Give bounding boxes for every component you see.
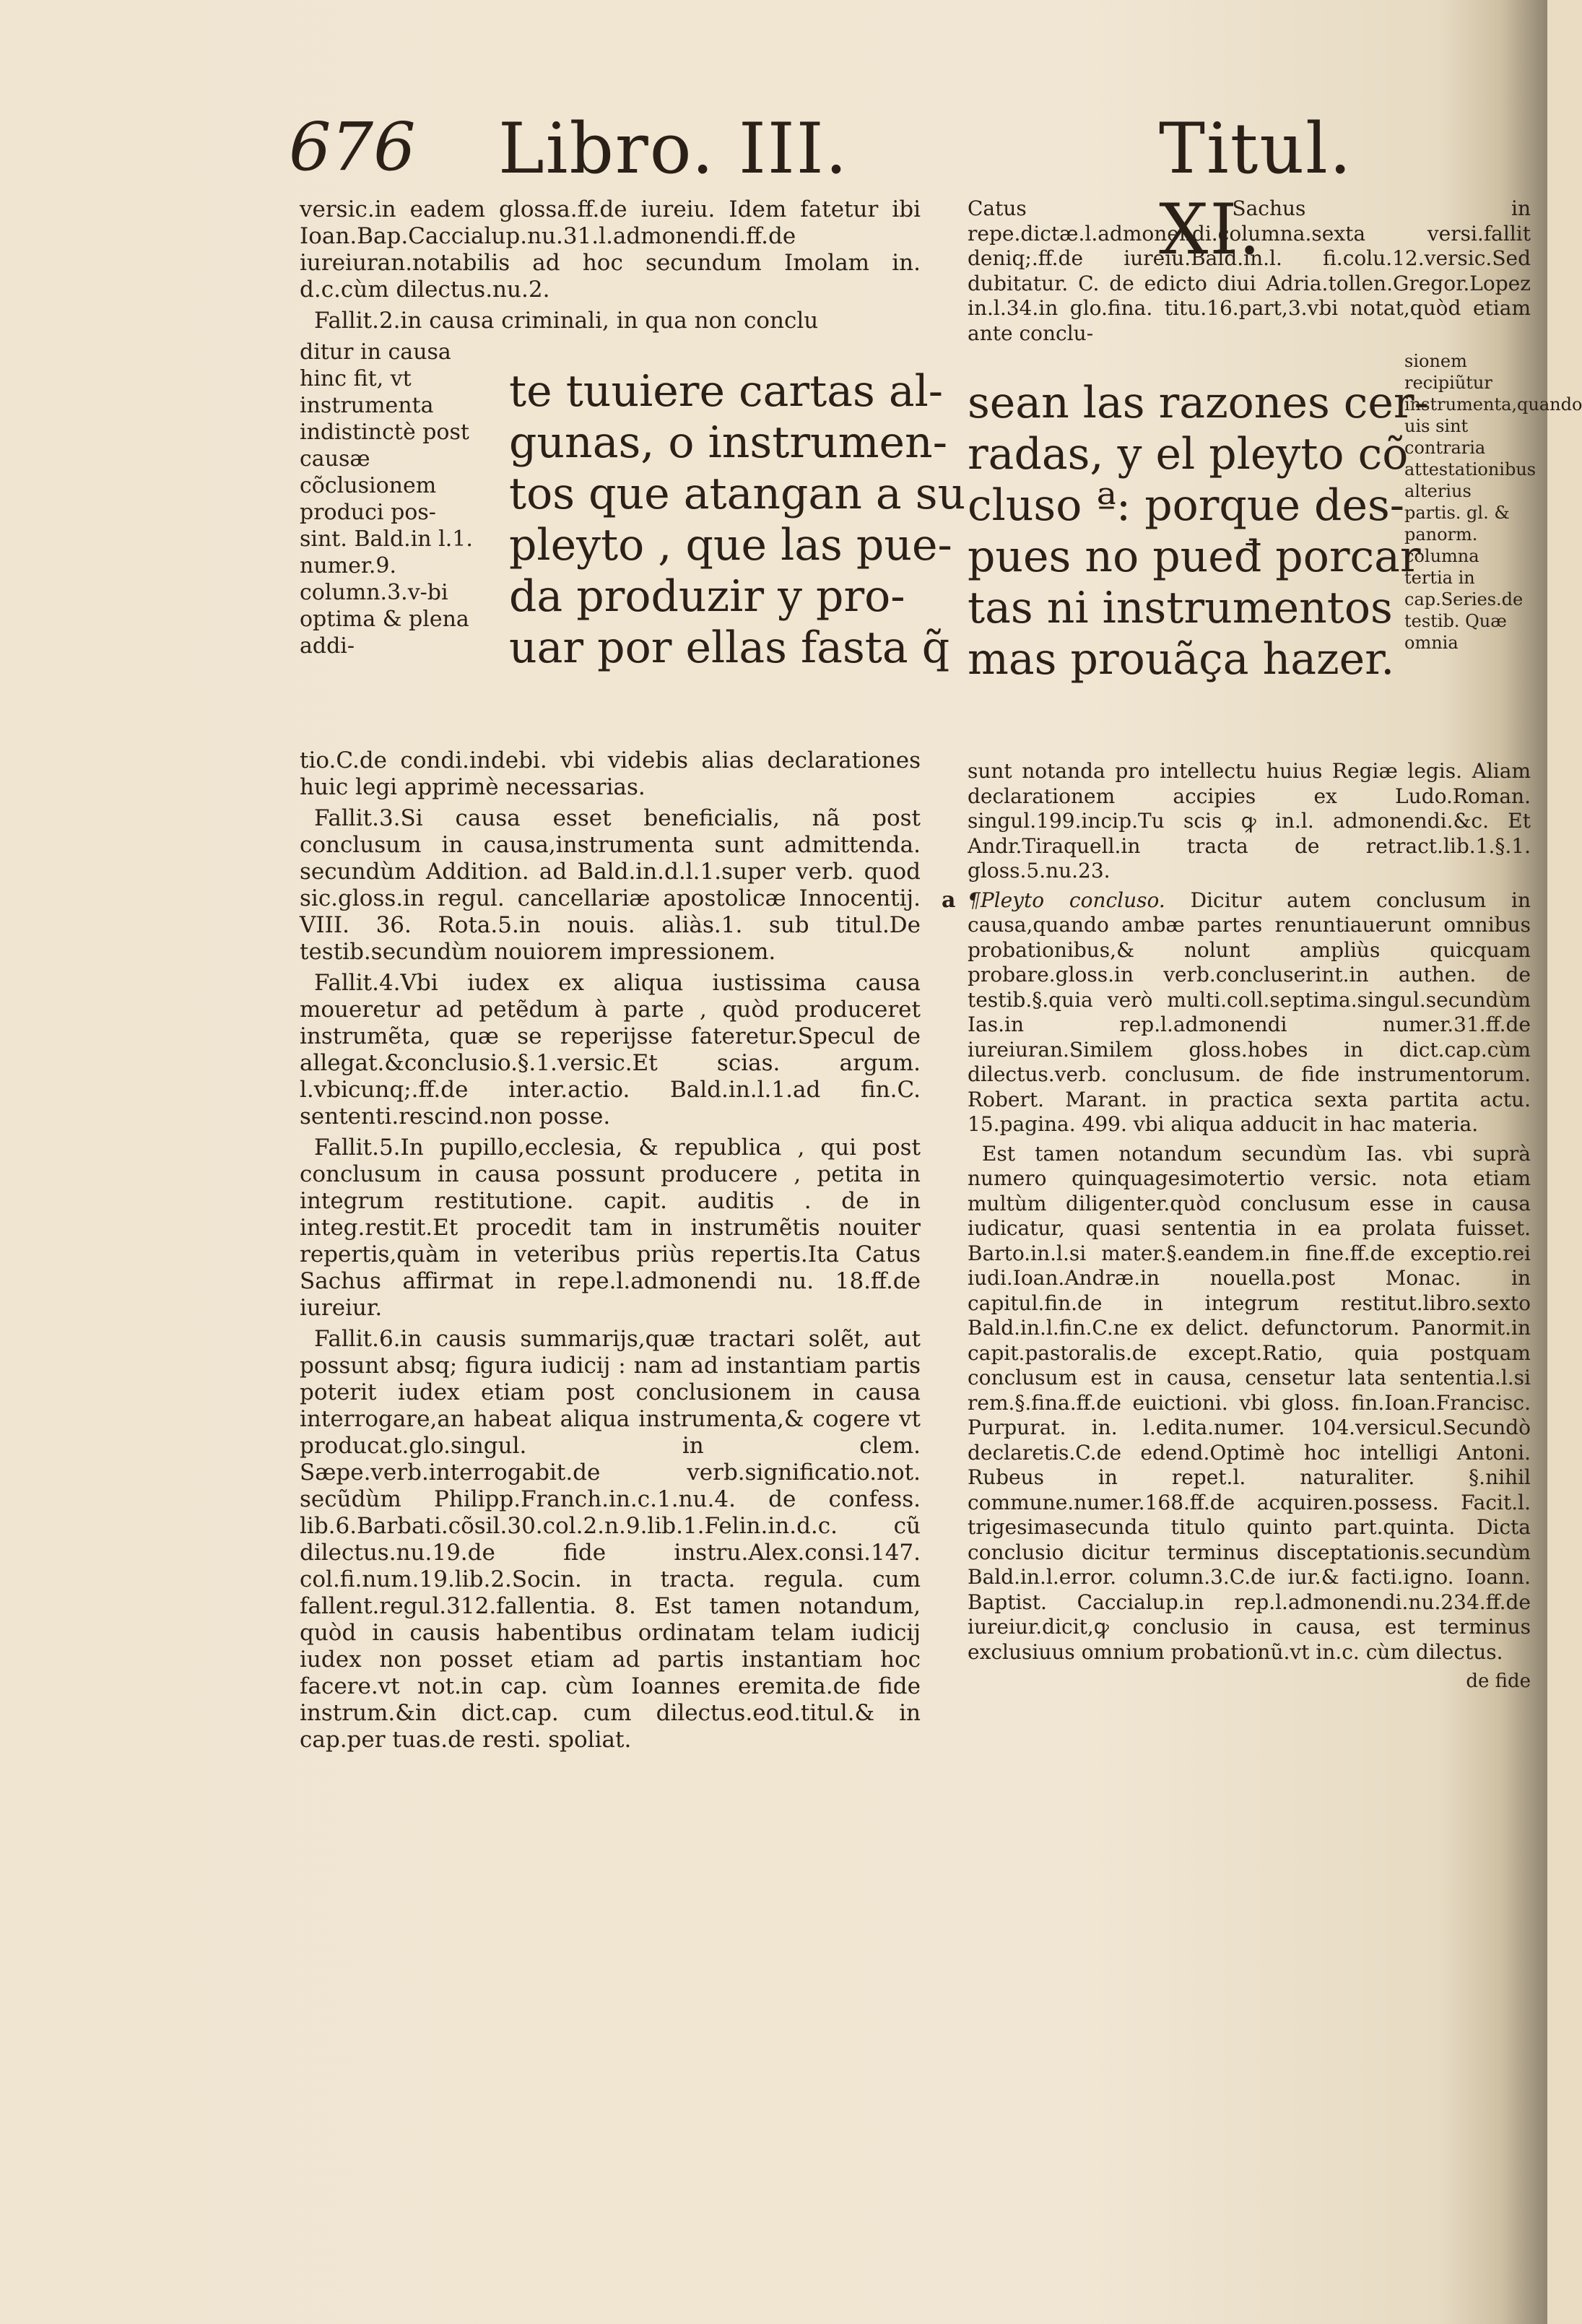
footnote-paragraph	[942, 887, 1531, 1137]
law-line: radas, y el pleyto cõ	[968, 429, 1409, 480]
catchword: de fide	[1466, 1670, 1531, 1692]
folio-number: 676	[289, 108, 416, 186]
law-line: pues no pueđ porcar	[968, 532, 1421, 582]
gloss-paragraph: Fallit.3.Si causa esset beneficialis, nã post conclusum in causa,instrumenta sunt admittenda. secundùm Addition. ad Bald.in.d.l.1.super verb. quod sic.gloss.in regul. cancellariæ apostolicæ Innocentij. VIII. 36. Rota.5.in nouis. aliàs.1. sub titul.De testib.secundùm nouiorem impressionem.	[300, 805, 921, 965]
footnote-marker: a	[942, 887, 956, 913]
law-line: uar por ellas fasta q̃	[509, 623, 950, 673]
left-law-text	[509, 366, 965, 674]
footnote-text: Dicitur autem conclusum in causa,quando ambæ partes renuntiauerunt omnibus probationibus,& nolunt ampliùs quicquam probare.gloss.in verb.concluserint.in authen. de testib.§.quia verò multi.coll.septima.singul.secundùm Ias.in rep.l.admonendi numer.31.ff.de iureiuran.Similem gloss.hobes in dict.cap.cùm dilectus.verb. conclusum. de fide instrumentorum. Robert. Marant. in practica sexta partita actu. 15.pagina. 499. vbi aliqua adducit in hac materia.	[968, 888, 1531, 1136]
gloss-paragraph: tio.C.de condi.indebi. vbi videbis alias declarationes huic legi apprimè necessarias.	[300, 747, 921, 800]
law-line: pleyto , que las pue-	[509, 520, 952, 571]
gloss-paragraph: Fallit.2.in causa criminali, in qua non conclu	[314, 308, 819, 334]
left-gloss-bottom	[300, 747, 921, 1753]
law-line: cluso ª: porque des-	[968, 480, 1405, 531]
right-marginal-gloss: sionem recipiũtur instrumenta,quando uis sint contraria attestationibus alterius partis. gl. & panorm. columna tertia in cap.Series.de testib. Quæ omnia	[1404, 351, 1582, 653]
right-gloss-top	[968, 196, 1531, 346]
gloss-paragraph: versic.in eadem glossa.ff.de iureiu. Idem fatetur ibi Ioan.Bap.Caccialup.nu.31.l.admonendi.ff.de iureiuran.notabilis ad hoc secundum Imolam in. d.c.cùm dilectus.nu.2.	[300, 196, 921, 303]
law-line: tos que atangan a su	[509, 469, 966, 519]
gloss-paragraph: Fallit.5.In pupillo,ecclesia, & republica , qui post conclusum in causa possunt producere , petita in integrum restitutione. capit. auditis . de in integ.restit.Et procedit tam in instrumẽtis nouiter repertis,quàm in veteribus priùs repertis.Ita Catus Sachus affirmat in repe.l.admonendi nu. 18.ff.de iureiur.	[300, 1135, 921, 1321]
left-column	[300, 196, 966, 1758]
law-line: da produzir y pro-	[509, 571, 905, 622]
gloss-paragraph: sunt notanda pro intellectu huius Regiæ legis. Aliam declarationem accipies ex Ludo.Roman. singul.199.incip.Tu scis ꝙ in.l. admonendi.&c. Et Andr.Tiraquell.in tracta de retract.lib.1.§.1. gloss.5.nu.23.	[968, 759, 1531, 883]
right-law-text	[968, 378, 1429, 685]
right-law-block	[968, 350, 1582, 755]
law-line: mas prouãça hazer.	[968, 634, 1395, 685]
left-marginal-gloss: ditur in causa hinc fit, vt instrumenta indistinctè post causæ cõclusionem produci pos-sint. Bald.in l.1. numer.9. column.3.v-bi optima & plena addi-	[300, 339, 473, 659]
gloss-paragraph: Catus Sachus in repe.dictæ.l.admonendi.columna.sexta versi.fallit deniq;.ff.de iureiu.Bald.in.l. fi.colu.12.versic.Sed dubitatur. C. de edicto diui Adria.tollen.Gregor.Lopez in.l.34.in glo.fina. titu.16.part,3.vbi notat,quòd etiam ante conclu-	[968, 196, 1531, 345]
law-line: te tuuiere cartas al-	[509, 366, 944, 417]
right-column	[942, 196, 1582, 1699]
gloss-paragraph: Est tamen notandum secundùm Ias. vbi suprà numero quinquagesimotertio versic. nota etiam multùm diligenter.quòd conclusum esse in causa iudicatur, quasi sententia in ea prolata fuisset. Barto.in.l.si mater.§.eandem.in fine.ff.de exceptio.rei iudi.Ioan.Andræ.in nouella.post Monac. in capitul.fin.de in integrum restitut.libro.sexto Bald.in.l.fin.C.ne ex delict. defunctorum. Panormit.in capit.pastoralis.de except.Ratio, quia postquam conclusum est in causa, censetur lata sententia.l.si rem.§.fina.ff.de euictioni. vbi gloss. fin.Ioan.Francisc. Purpurat. in. l.edita.numer. 104.versicul.Secundò declaretis.C.de edend.Optimè hoc intelligi Antoni. Rubeus in repet.l. naturaliter. §.nihil commune.numer.168.ff.de acquiren.possess. Facit.l. trigesimasecunda titulo quinto part.quinta. Dicta conclusio dicitur terminus disceptationis.secundùm Bald.in.l.error. column.3.C.de iur.& facti.igno. Ioann. Baptist. Caccialup.in rep.l.admonendi.nu.234.ff.de iureiur.dicit,ꝙ conclusio in causa, est terminus exclusiuus omnium probationũ.vt in.c. cùm dilectus.	[968, 1141, 1531, 1664]
right-gloss-bottom	[942, 759, 1531, 1694]
left-law-block	[300, 339, 966, 743]
law-line: gunas, o instrumen-	[509, 417, 947, 468]
left-gloss-top	[300, 196, 921, 334]
gloss-paragraph: Fallit.6.in causis summarijs,quæ tractari solẽt, aut possunt absq; figura iudicij : nam ad instantiam partis poterit iudex etiam post conclusionem in causa interrogare,an habeat aliqua instrumenta,& cogere vt producat.glo.singul. in clem. Sæpe.verb.interrogabit.de verb.significatio.not. secũdùm Philipp.Franch.in.c.1.nu.4. de confess. lib.6.Barbati.cõsil.30.col.2.n.9.lib.1.Felin.in.d.c. cũ dilectus.nu.19.de fide instru.Alex.consi.147. col.fi.num.19.lib.2.Socin. in tracta. regula. cum fallent.regul.312.fallentia. 8. Est tamen notandum, quòd in causis habentibus ordinatam telam iudicij iudex non posset etiam ad partis instantiam hoc facere.vt not.in cap. cùm Ioannes eremita.de fide instrum.&in dict.cap. cum dilectus.eod.titul.& in cap.per tuas.de resti. spoliat.	[300, 1326, 921, 1753]
gloss-paragraph: Fallit.4.Vbi iudex ex aliqua iustissima causa moueretur ad petẽdum à parte , quòd produceret instrumẽta, quæ se reperijsse fateretur.Specul de allegat.&conclusio.§.1.versic.Et scias. argum. l.vbicunq;.ff.de inter.actio. Bald.in.l.1.ad fin.C. sententi.rescind.non posse.	[300, 970, 921, 1130]
law-line: tas ni instrumentos	[968, 583, 1393, 633]
footnote-heading: ¶Pleyto concluso.	[968, 888, 1165, 912]
title-heading: Titul. XI.	[1159, 108, 1353, 270]
law-line: sean las razones cer-	[968, 378, 1429, 428]
book-heading: Libro. III.	[498, 108, 849, 189]
